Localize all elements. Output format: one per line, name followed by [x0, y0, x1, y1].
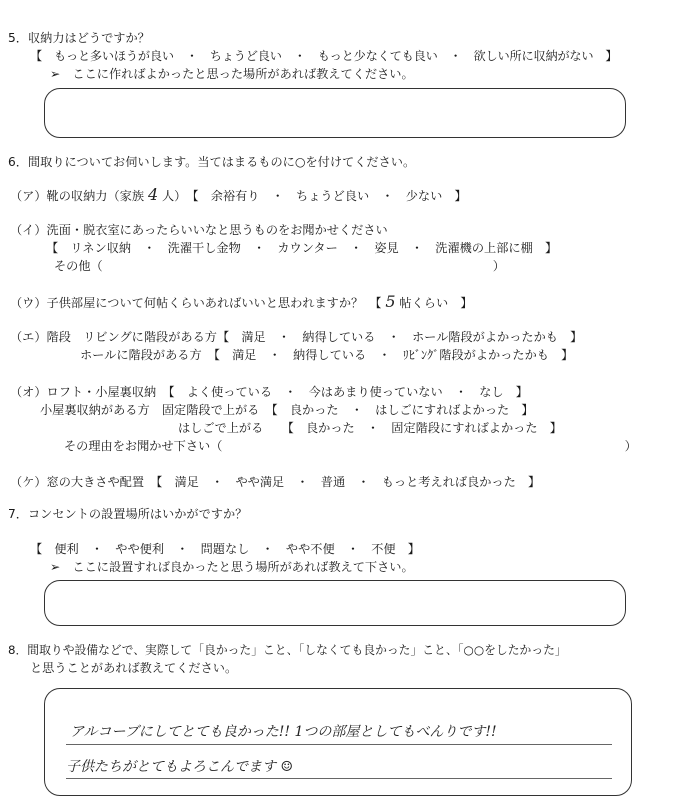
q7-options: 【 便利 ・ やや便利 ・ 問題なし ・ やや不便 ・ 不便 】 [30, 542, 420, 556]
q8-answer-rule-2 [66, 778, 612, 779]
q5-sub: ➢ ここに作ればよかったと思った場所があれば教えてください。 [50, 67, 414, 81]
bleed-through-text [430, 10, 433, 21]
q7-answer-box[interactable] [44, 580, 626, 626]
q6-a-pre: （ア）靴の収納力（家族 [10, 189, 145, 203]
q6-c-pre: （ウ）子供部屋について何帖くらいあればいいと思われますか？ 【 [10, 296, 382, 310]
q5-title: 5．収納力はどうですか？ [8, 31, 150, 45]
q6-c-value: 5 [385, 292, 396, 311]
q6-b-title: （イ）洗面・脱衣室にあったらいいなと思うものをお聞かせください [10, 223, 388, 237]
q6-c-line [10, 294, 473, 311]
q5-options [30, 48, 617, 64]
q8-title-line1: 8．間取りや設備などで、実際して「良かった」こと、「しなくても良かった」こと、「○○をしたかった」 [8, 643, 567, 657]
q6-f-line: （ケ）窓の大きさや配置 【 満足 ・ やや満足 ・ 普通 ・ もっと考えれば良かった 】 [10, 475, 541, 489]
q6-d-line2: ホールに階段がある方 【 満足 ・ 納得している ・ ﾘﾋﾞﾝｸﾞ階段がよかったかも 】 [80, 348, 574, 362]
q8-answer-box[interactable] [44, 688, 632, 796]
q6-a-family-count: 4 [147, 185, 159, 204]
q5-answer-box[interactable] [44, 88, 626, 138]
q7-title: 7．コンセントの設置場所はいかがですか？ [8, 507, 248, 521]
q6-title: 6．間取りについてお伺いします。当てはまるものに○を付けてください。 [8, 155, 416, 169]
q6-e-line3: はしごで上がる 【 良かった ・ 固定階段にすればよかった 】 [178, 421, 562, 435]
q6-b-other: その他（ ） [54, 259, 505, 273]
q6-b-options: 【 リネン収納 ・ 洗濯干し金物 ・ カウンター ・ 姿見 ・ 洗濯機の上部に棚 】 [46, 241, 558, 255]
q7-sub: ➢ ここに設置すれば良かったと思う場所があれば教えて下さい。 [50, 560, 414, 574]
q8-answer-line1: アルコーブにしてとても良かった!! 1つの部屋としてもべんりです!! [70, 724, 497, 740]
q8-answer-rule-1 [66, 744, 612, 745]
q6-e-line4: その理由をお聞かせ下さい（ ） [64, 439, 637, 453]
q5-options-text: 【 もっと多いほうが良い ・ ちょうど良い ・ もっと少なくても良い ・ 欲しい所に収納がない 】 [30, 49, 618, 63]
q6-a-post: 人） 【 余裕有り ・ ちょうど良い ・ 少ない 】 [162, 189, 467, 203]
q6-a-line [10, 187, 467, 204]
q6-d-line1: （エ）階段 リビングに階段がある方【 満足 ・ 納得している ・ ホール階段がよかったかも 】 [10, 330, 583, 344]
q6-e-line2: 小屋裏収納がある方 固定階段で上がる 【 良かった ・ はしごにすればよかった 】 [40, 403, 534, 417]
q8-title-line2: と思うことがあれば教えてください。 [30, 661, 238, 675]
q6-e-line1: （オ）ロフト・小屋裏収納 【 よく使っている ・ 今はあまり使っていない ・ なし 】 [10, 385, 528, 399]
q8-answer-line2: 子供たちがとてもよろこんでます ☺ [66, 759, 294, 775]
q6-c-post: 帖くらい 】 [399, 296, 473, 310]
